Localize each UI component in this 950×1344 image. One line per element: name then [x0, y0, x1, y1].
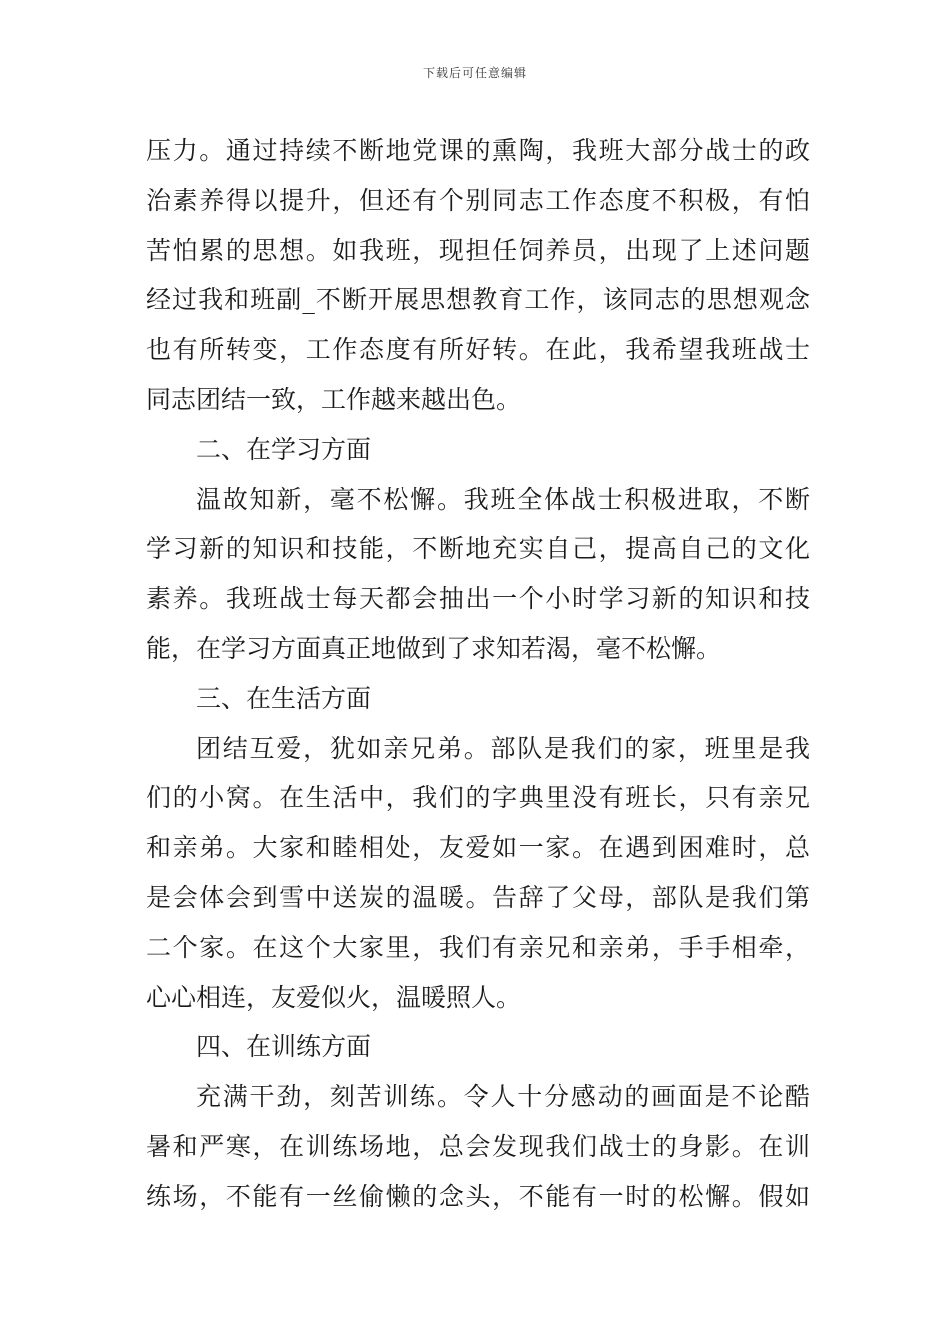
text-line: 压力。通过持续不断地党课的熏陶，我班大部分战士的政: [146, 136, 810, 165]
text-line: 充满干劲，刻苦训练。令人十分感动的画面是不论酷: [196, 1082, 810, 1112]
text-line: 二个家。在这个大家里，我们有亲兄和亲弟，手手相牵，: [146, 932, 810, 962]
text-line: 也有所转变，工作态度有所好转。在此，我希望我班战士: [146, 335, 810, 365]
section-heading: 二、在学习方面: [196, 434, 372, 464]
section-heading: 四、在训练方面: [196, 1032, 372, 1062]
text-line: 治素养得以提升，但还有个别同志工作态度不积极，有怕: [146, 185, 810, 215]
text-line: 学习新的知识和技能，不断地充实自己，提高自己的文化: [146, 534, 810, 564]
text-line: 温故知新，毫不松懈。我班全体战士积极进取，不断: [196, 484, 810, 514]
text-line: 苦怕累的思想。如我班，现担任饲养员，出现了上述问题: [146, 235, 810, 265]
text-line: 经过我和班副_不断开展思想教育工作，该同志的思想观念: [146, 285, 810, 315]
document-body: [146, 126, 810, 1222]
text-line: 是会体会到雪中送炭的温暖。告辞了父母，部队是我们第: [146, 882, 810, 912]
text-line: 心心相连，友爱似火，温暖照人。: [146, 982, 522, 1012]
text-line: 和亲弟。大家和睦相处，友爱如一家。在遇到困难时，总: [146, 833, 810, 863]
text-line: 能，在学习方面真正地做到了求知若渴，毫不松懈。: [146, 633, 722, 663]
text-line: 素养。我班战士每天都会抽出一个小时学习新的知识和技: [146, 584, 810, 614]
text-line: 暑和严寒，在训练场地，总会发现我们战士的身影。在训: [146, 1131, 810, 1161]
section-heading: 三、在生活方面: [196, 683, 372, 713]
text-line: 练场，不能有一丝偷懒的念头，不能有一时的松懈。假如: [146, 1181, 810, 1211]
text-line: 同志团结一致，工作越来越出色。: [146, 384, 522, 414]
page-header: 下载后可任意编辑: [422, 66, 527, 80]
text-line: 团结互爱，犹如亲兄弟。部队是我们的家，班里是我: [196, 733, 810, 763]
text-line: 们的小窝。在生活中，我们的字典里没有班长，只有亲兄: [146, 783, 810, 813]
